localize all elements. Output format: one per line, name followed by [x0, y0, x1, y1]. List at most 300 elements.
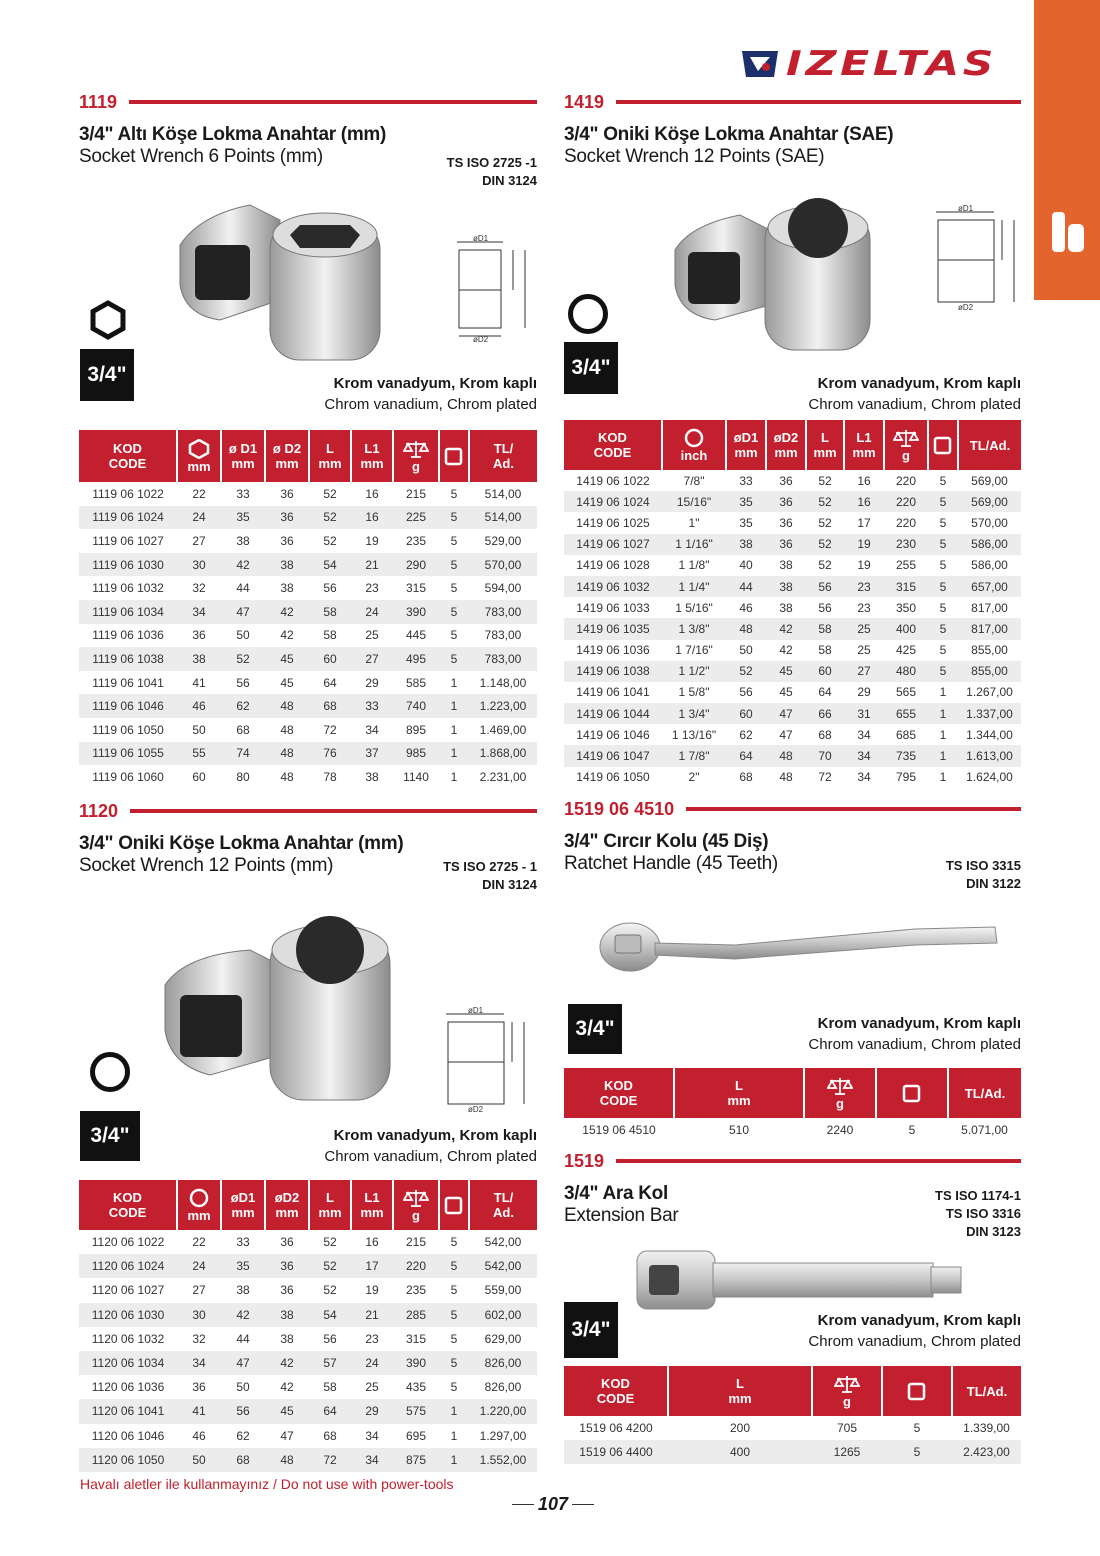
- table-cell: 783,00: [469, 647, 537, 671]
- col-price: TL/ Ad.: [469, 1180, 537, 1230]
- table-row: [79, 742, 537, 766]
- table-cell: 1120 06 1024: [79, 1254, 177, 1278]
- table-cell: 480: [884, 661, 928, 682]
- table-cell: 48: [726, 618, 766, 639]
- material-ratchet: [780, 1013, 1021, 1055]
- table-cell: 1.469,00: [479, 722, 527, 737]
- col-l: L mm: [309, 1180, 351, 1230]
- table-cell: 5: [928, 661, 958, 682]
- table-cell: 38: [766, 576, 806, 597]
- table-cell: 1419 06 1044: [564, 703, 662, 724]
- drive-size-badge: 3/4": [80, 349, 134, 401]
- table-cell: 23: [365, 1331, 379, 1346]
- table-cell: 230: [884, 534, 928, 555]
- table-cell: 315: [884, 576, 928, 597]
- table-cell: 655: [884, 703, 928, 724]
- table-cell: 34: [177, 600, 221, 624]
- col-price: TL/Ad.: [958, 420, 1021, 470]
- col-d1: ø D1 mm: [221, 430, 265, 482]
- table-cell: 2": [688, 770, 700, 785]
- table-cell: 795: [895, 770, 917, 785]
- table-cell: 290: [393, 553, 439, 577]
- table-cell: 64: [818, 685, 832, 700]
- table-cell: 5: [928, 534, 958, 555]
- table-cell: 25: [844, 618, 884, 639]
- material-1419: [780, 373, 1021, 415]
- table-cell: 50: [236, 628, 250, 643]
- table-cell: 1119 06 1034: [79, 600, 177, 624]
- col-weight: g: [393, 430, 439, 482]
- table-cell: 46: [739, 600, 753, 615]
- table-cell: 47: [221, 1351, 265, 1375]
- table-cell: 52: [818, 473, 832, 488]
- table-cell: 1 5/16": [675, 600, 713, 615]
- col-d2: ø D2 mm: [265, 430, 309, 482]
- col-size: mm: [177, 1180, 221, 1230]
- table-cell: 5: [450, 1380, 458, 1395]
- table-cell: 42: [280, 1380, 294, 1395]
- table-cell: 255: [895, 558, 917, 573]
- table-cell: 47: [766, 703, 806, 724]
- table-cell: 1119 06 1024: [79, 506, 177, 530]
- standard-line: DIN 3123: [966, 1224, 1021, 1239]
- table-cell: 35: [739, 515, 753, 530]
- table-cell: 58: [806, 618, 844, 639]
- product-title-tr: 3/4" Altı Köşe Lokma Anahtar (mm): [79, 124, 387, 145]
- product-title-en: Ratchet Handle (45 Teeth): [564, 853, 778, 874]
- table-cell: 1: [939, 727, 947, 742]
- table-cell: 16: [857, 473, 871, 488]
- standard-line: DIN 3124: [482, 877, 537, 892]
- table-cell: 17: [351, 1254, 393, 1278]
- table-cell: 44: [726, 576, 766, 597]
- table-cell: 24: [351, 1351, 393, 1375]
- table-cell: 38: [726, 534, 766, 555]
- table-cell: 19: [365, 533, 379, 548]
- scale-icon: [403, 1188, 429, 1208]
- table-row: [79, 506, 537, 530]
- table-cell: 1: [939, 770, 947, 785]
- col-code: KOD CODE: [564, 1366, 668, 1416]
- table-cell: 25: [857, 643, 871, 658]
- table-row: [564, 555, 1021, 576]
- table-row: [79, 718, 537, 742]
- table-cell: 41: [177, 1399, 221, 1423]
- table-cell: 5: [939, 473, 947, 488]
- table-cell: 1 3/8": [662, 618, 726, 639]
- table-1120: [79, 1180, 537, 1472]
- table-cell: 48: [280, 722, 294, 737]
- table-cell: 1: [450, 1428, 458, 1443]
- table-cell: 1119 06 1055: [79, 742, 177, 766]
- table-cell: 42: [766, 618, 806, 639]
- table-cell: 817,00: [958, 618, 1021, 639]
- table-cell: 42: [221, 1303, 265, 1327]
- section-rule: [616, 100, 1021, 104]
- table-cell: 315: [405, 1331, 427, 1346]
- table-cell: 68: [221, 1448, 265, 1472]
- drive-size-badge: 3/4": [564, 1302, 618, 1358]
- table-cell: 5: [939, 643, 947, 658]
- table-cell: 29: [365, 675, 379, 690]
- table-row: [564, 470, 1021, 491]
- table-cell: 1265: [812, 1440, 882, 1464]
- table-cell: 1419 06 1022: [576, 473, 650, 488]
- table-cell: 66: [806, 703, 844, 724]
- table-cell: 1419 06 1027: [564, 534, 662, 555]
- table-row: [79, 576, 537, 600]
- table-cell: 31: [844, 703, 884, 724]
- table-cell: 1: [939, 685, 947, 700]
- table-cell: 44: [236, 581, 250, 596]
- table-cell: 5: [439, 553, 469, 577]
- table-cell: 1.339,00: [963, 1421, 1010, 1435]
- table-cell: 1.148,00: [479, 675, 527, 690]
- table-cell: 56: [221, 1399, 265, 1423]
- table-cell: 42: [265, 600, 309, 624]
- table-row: [79, 1399, 537, 1423]
- material-en: Chrom vanadium, Chrom plated: [808, 1036, 1021, 1053]
- material-tr: Krom vanadyum, Krom kaplı: [333, 1127, 537, 1144]
- table-cell: 5.071,00: [961, 1122, 1008, 1137]
- col-code: KOD CODE: [564, 420, 662, 470]
- table-cell: 5: [939, 600, 947, 615]
- table-cell: 21: [351, 1303, 393, 1327]
- table-cell: 56: [323, 1331, 337, 1346]
- section-rule: [130, 809, 537, 813]
- table-cell: 5: [908, 1122, 916, 1137]
- table-cell: 56: [236, 675, 250, 690]
- table-cell: 1419 06 1036: [576, 643, 650, 658]
- table-cell: 19: [844, 534, 884, 555]
- table-cell: 68: [323, 1428, 337, 1443]
- table-cell: 41: [192, 675, 206, 690]
- table-cell: 225: [393, 506, 439, 530]
- table-cell: 19: [857, 558, 871, 573]
- table-cell: 34: [857, 727, 871, 742]
- table-cell: 30: [177, 553, 221, 577]
- table-cell: 220: [393, 1254, 439, 1278]
- col-weight: g: [393, 1180, 439, 1230]
- table-cell: 705: [836, 1421, 858, 1435]
- table-cell: 58: [309, 600, 351, 624]
- table-cell: 875: [393, 1448, 439, 1472]
- table-row: [79, 671, 537, 695]
- standard-line: TS ISO 2725 - 1: [443, 859, 537, 874]
- table-cell: 27: [192, 533, 206, 548]
- box-icon: [907, 1381, 927, 1401]
- standard-line: TS ISO 3315: [945, 858, 1021, 873]
- table-cell: 817,00: [971, 600, 1008, 615]
- table-row: [79, 529, 537, 553]
- table-cell: 38: [236, 1283, 250, 1298]
- table-cell: 1120 06 1027: [91, 1283, 165, 1298]
- table-cell: 35: [221, 506, 265, 530]
- table-cell: 80: [236, 769, 250, 784]
- table-cell: 5: [928, 491, 958, 512]
- table-row: [564, 1416, 1021, 1440]
- table-cell: 55: [177, 742, 221, 766]
- table-cell: 58: [323, 1380, 337, 1395]
- table-cell: 22: [192, 1235, 206, 1250]
- table-cell: 215: [405, 486, 427, 501]
- table-cell: 1519 06 4200: [579, 1421, 653, 1435]
- table-cell: 200: [729, 1421, 751, 1435]
- table-cell: 36: [280, 533, 294, 548]
- standard-line: DIN 3122: [966, 876, 1021, 891]
- table-cell: 58: [818, 643, 832, 658]
- table-cell: 56: [739, 685, 753, 700]
- table-cell: 48: [265, 742, 309, 766]
- table-cell: 1 1/4": [662, 576, 726, 597]
- table-cell: 44: [236, 1331, 250, 1346]
- col-pack: [928, 420, 958, 470]
- table-cell: 48: [766, 745, 806, 766]
- table-cell: 514,00: [484, 486, 522, 501]
- table-cell: 1419 06 1041: [576, 685, 650, 700]
- table-cell: 47: [280, 1428, 294, 1443]
- col-pack: [439, 1180, 469, 1230]
- table-cell: 215: [405, 1235, 427, 1250]
- table-cell: 5: [928, 618, 958, 639]
- table-cell: 48: [265, 694, 309, 718]
- table-cell: 45: [265, 1399, 309, 1423]
- table-cell: 1419 06 1033: [576, 600, 650, 615]
- table-row: [564, 1118, 1021, 1141]
- standards-1120: [420, 858, 537, 894]
- table-row: [79, 1448, 537, 1472]
- table-row: [564, 1440, 1021, 1464]
- box-icon: [902, 1083, 922, 1103]
- col-d2: øD2 mm: [766, 420, 806, 470]
- table-cell: 569,00: [971, 473, 1008, 488]
- table-cell: 17: [857, 515, 871, 530]
- section-code: 1419: [564, 91, 605, 112]
- table-cell: 685: [895, 727, 917, 742]
- table-cell: 629,00: [484, 1331, 522, 1346]
- table-cell: 1: [928, 745, 958, 766]
- table-1419: [564, 420, 1021, 788]
- table-cell: 2.423,00: [952, 1440, 1021, 1464]
- table-cell: 24: [351, 600, 393, 624]
- table-cell: 21: [351, 553, 393, 577]
- table-cell: 50: [177, 1448, 221, 1472]
- table-cell: 1419 06 1024: [564, 491, 662, 512]
- table-1119: [79, 430, 537, 789]
- table-cell: 1.624,00: [966, 770, 1013, 785]
- table-cell: 33: [739, 473, 753, 488]
- table-cell: 52: [221, 647, 265, 671]
- table-cell: 5: [439, 1351, 469, 1375]
- table-row: [79, 553, 537, 577]
- table-cell: 34: [365, 1428, 379, 1443]
- table-cell: 1120 06 1022: [91, 1235, 165, 1250]
- product-title-tr: 3/4" Oniki Köşe Lokma Anahtar (mm): [79, 833, 404, 854]
- table-cell: 1119 06 1022: [92, 486, 164, 501]
- col-l1: L1 mm: [351, 1180, 393, 1230]
- table-cell: 57: [309, 1351, 351, 1375]
- table-cell: 783,00: [484, 628, 522, 643]
- table-cell: 38: [280, 1331, 294, 1346]
- dimension-drawing-1119: [445, 232, 545, 344]
- table-cell: 1119 06 1032: [92, 581, 164, 596]
- col-weight: g: [812, 1366, 882, 1416]
- table-row: [79, 1278, 537, 1302]
- table-row: [564, 597, 1021, 618]
- table-cell: 15/16": [662, 491, 726, 512]
- table-cell: 54: [309, 1303, 351, 1327]
- table-cell: 70: [806, 745, 844, 766]
- table-cell: 38: [779, 558, 793, 573]
- table-cell: 72: [323, 722, 337, 737]
- table-cell: 46: [192, 1428, 206, 1443]
- table-cell: 1: [450, 769, 458, 784]
- table-row: [564, 682, 1021, 703]
- table-cell: 1 7/8": [662, 745, 726, 766]
- standards-1119: [420, 154, 537, 190]
- table-cell: 56: [323, 581, 337, 596]
- box-icon: [444, 446, 464, 466]
- table-cell: 36: [280, 1283, 294, 1298]
- table-cell: 1.613,00: [958, 745, 1021, 766]
- table-row: [564, 534, 1021, 555]
- table-cell: 1120 06 1030: [79, 1303, 177, 1327]
- table-cell: 1: [439, 742, 469, 766]
- table-cell: 48: [280, 769, 294, 784]
- table-cell: 25: [365, 1380, 379, 1395]
- table-cell: 16: [844, 491, 884, 512]
- product-title-en: Socket Wrench 12 Points (SAE): [564, 146, 825, 167]
- scale-icon: [827, 1076, 853, 1096]
- table-cell: 32: [192, 581, 206, 596]
- table-cell: 1 5/8": [678, 685, 710, 700]
- table-cell: 5: [439, 506, 469, 530]
- section-rule: [616, 1159, 1021, 1163]
- table-row: [564, 767, 1021, 788]
- table-cell: 38: [265, 553, 309, 577]
- material-tr: Krom vanadyum, Krom kaplı: [817, 1312, 1021, 1329]
- table-cell: 60: [806, 661, 844, 682]
- table-cell: 1: [450, 722, 458, 737]
- col-l: L mm: [674, 1068, 804, 1118]
- page-number-text: 107: [538, 1494, 569, 1514]
- hex-profile-icon: [88, 300, 128, 340]
- table-cell: 36: [779, 515, 793, 530]
- table-cell: 45: [779, 685, 793, 700]
- product-title-tr: 3/4" Cırcır Kolu (45 Diş): [564, 831, 769, 852]
- table-cell: 220: [884, 491, 928, 512]
- table-cell: 510: [728, 1122, 750, 1137]
- table-cell: 1419 06 1025: [576, 515, 650, 530]
- table-cell: 586,00: [971, 558, 1008, 573]
- table-cell: 1: [439, 1448, 469, 1472]
- col-l: L mm: [806, 420, 844, 470]
- section-tab: [1034, 0, 1100, 300]
- table-cell: 33: [236, 1235, 250, 1250]
- table-row: [564, 618, 1021, 639]
- table-cell: 52: [818, 515, 832, 530]
- table-row: [564, 512, 1021, 533]
- scale-icon: [893, 428, 919, 448]
- table-cell: 36: [265, 1254, 309, 1278]
- table-cell: 1: [928, 703, 958, 724]
- table-cell: 1419 06 1035: [564, 618, 662, 639]
- table-cell: 585: [405, 675, 427, 690]
- table-cell: 74: [221, 742, 265, 766]
- table-cell: 34: [857, 770, 871, 785]
- standard-line: TS ISO 2725 -1: [446, 155, 537, 170]
- table-cell: 38: [265, 1303, 309, 1327]
- table-cell: 1: [439, 1399, 469, 1423]
- table-cell: 16: [365, 486, 379, 501]
- table-cell: 32: [192, 1331, 206, 1346]
- table-cell: 735: [884, 745, 928, 766]
- table-cell: 529,00: [484, 533, 522, 548]
- drive-size-badge: 3/4": [564, 342, 618, 394]
- socket-12pt-mm-image: [155, 915, 405, 1115]
- dimension-drawing-1120: [440, 1004, 540, 1116]
- table-cell: 52: [806, 534, 844, 555]
- section-rule: [686, 807, 1021, 811]
- table-cell: 72: [818, 770, 832, 785]
- table-cell: 60: [192, 769, 206, 784]
- table-cell: 76: [309, 742, 351, 766]
- table-cell: 5: [450, 628, 458, 643]
- table-cell: 2240: [826, 1122, 854, 1137]
- table-cell: 23: [857, 600, 871, 615]
- table-cell: 52: [818, 558, 832, 573]
- table-row: [79, 1424, 537, 1448]
- table-cell: 36: [192, 628, 206, 643]
- table-cell: 60: [726, 703, 766, 724]
- table-cell: 5: [450, 533, 458, 548]
- table-cell: 826,00: [484, 1380, 522, 1395]
- table-cell: 1120 06 1036: [91, 1380, 165, 1395]
- table-cell: 5: [439, 647, 469, 671]
- material-tr: Krom vanadyum, Krom kaplı: [333, 375, 537, 392]
- table-row: [564, 640, 1021, 661]
- table-cell: 1 1/2": [662, 661, 726, 682]
- table-cell: 60: [309, 647, 351, 671]
- table-cell: 23: [365, 581, 379, 596]
- material-en: Chrom vanadium, Chrom plated: [808, 396, 1021, 413]
- drive-size-badge: 3/4": [80, 1111, 140, 1161]
- table-cell: 783,00: [469, 600, 537, 624]
- table-cell: 48: [265, 1448, 309, 1472]
- table-cell: 68: [309, 694, 351, 718]
- table-cell: 33: [351, 694, 393, 718]
- table-cell: 52: [309, 1254, 351, 1278]
- col-l1: L1 mm: [351, 430, 393, 482]
- table-cell: 1519 06 4400: [564, 1440, 668, 1464]
- table-cell: 1.344,00: [966, 727, 1013, 742]
- product-title-tr: 3/4" Ara Kol: [564, 1183, 668, 1204]
- table-cell: 895: [405, 722, 427, 737]
- table-cell: 1.552,00: [469, 1448, 537, 1472]
- table-cell: 16: [365, 1235, 379, 1250]
- table-cell: 1.220,00: [469, 1399, 537, 1423]
- table-cell: 62: [221, 694, 265, 718]
- col-pack: [882, 1366, 952, 1416]
- table-cell: 52: [309, 506, 351, 530]
- brand-logo: [740, 44, 1012, 84]
- d2-label: øD2: [958, 303, 974, 312]
- table-cell: 315: [405, 581, 427, 596]
- table-cell: 36: [779, 473, 793, 488]
- table-cell: 50: [192, 722, 206, 737]
- table-row: [564, 703, 1021, 724]
- table-cell: 1119 06 1041: [92, 675, 164, 690]
